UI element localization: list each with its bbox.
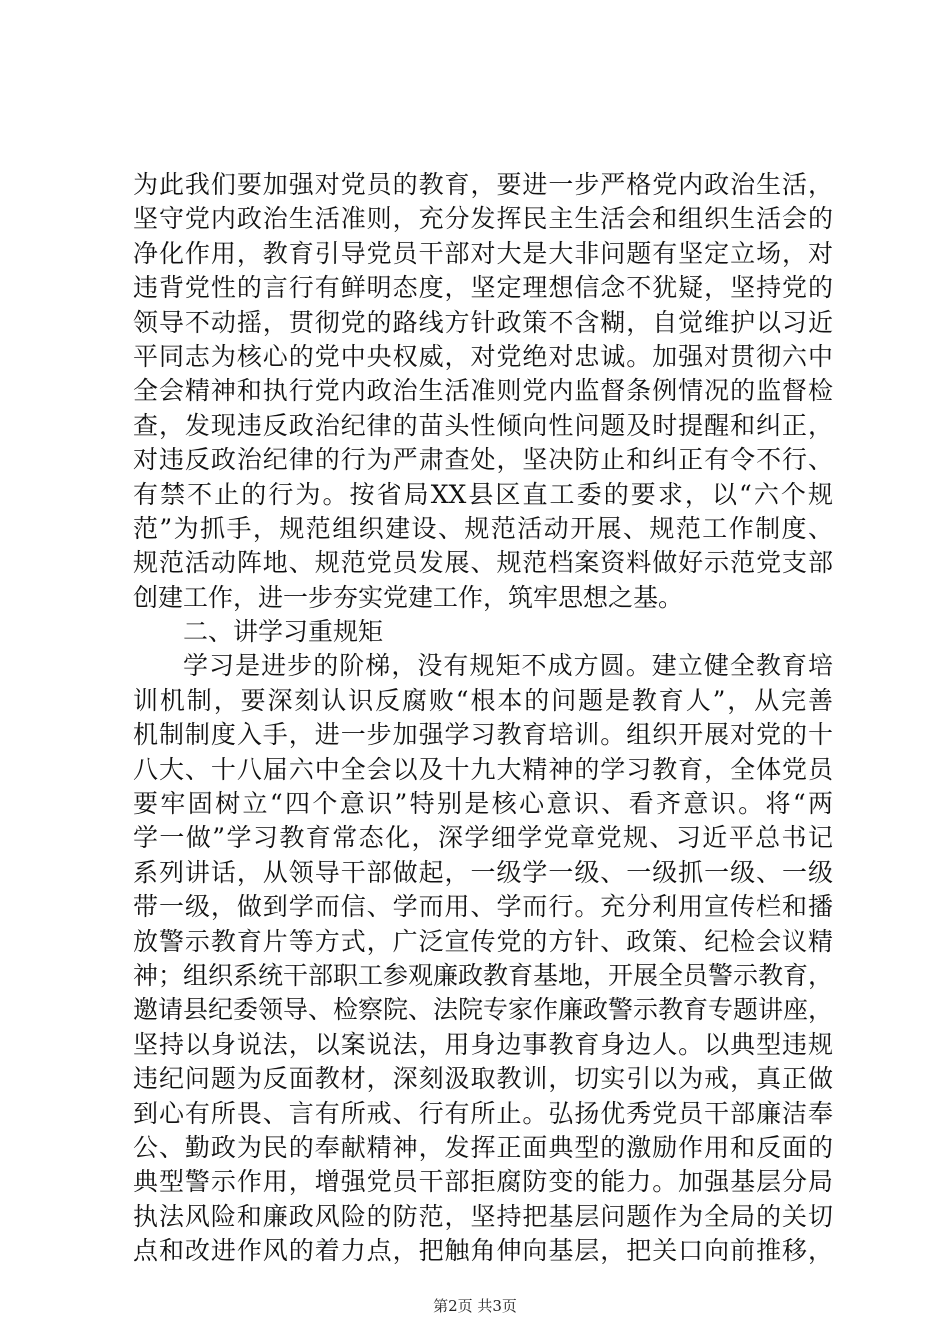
text-line: 要牢固树立“四个意识”特别是核心意识、看齐意识。将“两	[133, 789, 833, 819]
text-line: 公、勤政为民的奉献精神，发挥正面典型的激励作用和反面的	[133, 1132, 833, 1162]
text-line: 学一做”学习教育常态化，深学细学党章党规、习近平总书记	[133, 823, 833, 853]
text-line: 邀请县纪委领导、检察院、法院专家作廉政警示教育专题讲座，	[133, 995, 833, 1025]
text-line: 带一级，做到学而信、学而用、学而行。充分利用宣传栏和播	[133, 892, 833, 922]
text-line: 平同志为核心的党中央权威，对党绝对忠诚。加强对贯彻六中	[133, 341, 833, 371]
text-line: 坚持以身说法，以案说法，用身边事教育身边人。以典型违规	[133, 1029, 833, 1059]
text-line: 违纪问题为反面教材，深刻汲取教训，切实引以为戒，真正做	[133, 1064, 833, 1094]
document-body	[133, 168, 833, 1269]
text-line: 坚守党内政治生活准则，充分发挥民主生活会和组织生活会的	[133, 204, 833, 234]
text-line: 对违反政治纪律的行为严肃查处，坚决防止和纠正有令不行、	[133, 445, 833, 475]
page-number-footer: 第2页 共3页	[433, 1297, 517, 1315]
text-line: 训机制，要深刻认识反腐败“根本的问题是教育人”，从完善	[133, 685, 833, 715]
text-line: 八大、十八届六中全会以及十九大精神的学习教育，全体党员	[133, 754, 833, 784]
text-line: 机制制度入手，进一步加强学习教育培训。组织开展对党的十	[133, 720, 833, 750]
text-line: 查，发现违反政治纪律的苗头性倾向性问题及时提醒和纠正，	[133, 410, 833, 440]
text-line: 创建工作，进一步夯实党建工作，筑牢思想之基。	[133, 582, 684, 612]
text-line: 违背党性的言行有鲜明态度，坚定理想信念不犹疑，坚持党的	[133, 273, 833, 303]
section-heading: 二、讲学习重规矩	[183, 617, 384, 647]
text-line: 为此我们要加强对党员的教育，要进一步严格党内政治生活，	[133, 170, 833, 199]
paragraph-1	[133, 168, 833, 615]
text-line: 放警示教育片等方式，广泛宣传党的方针、政策、纪检会议精	[133, 926, 833, 956]
text-line: 执法风险和廉政风险的防范，坚持把基层问题作为全局的关切	[133, 1201, 833, 1231]
text-line: 系列讲话，从领导干部做起，一级学一级、一级抓一级、一级	[133, 857, 833, 887]
text-line: 规范活动阵地、规范党员发展、规范档案资料做好示范党支部	[133, 548, 833, 578]
text-line: 领导不动摇，贯彻党的路线方针政策不含糊，自觉维护以习近	[133, 307, 833, 337]
text-line: 净化作用，教育引导党员干部对大是大非问题有坚定立场，对	[133, 238, 833, 268]
text-line: 点和改进作风的着力点，把触角伸向基层，把关口向前推移，	[133, 1236, 833, 1266]
text-line: 神；组织系统干部职工参观廉政教育基地，开展全员警示教育，	[133, 960, 833, 990]
text-line: 学习是进步的阶梯，没有规矩不成方圆。建立健全教育培	[183, 651, 833, 681]
text-line: 到心有所畏、言有所戒、行有所止。弘扬优秀党员干部廉洁奉	[133, 1098, 833, 1128]
text-line: 全会精神和执行党内政治生活准则党内监督条例情况的监督检	[133, 376, 833, 406]
text-line: 典型警示作用，增强党员干部拒腐防变的能力。加强基层分局	[133, 1167, 833, 1197]
text-line: 范”为抓手，规范组织建设、规范活动开展、规范工作制度、	[133, 513, 833, 543]
paragraph-2	[133, 649, 833, 1268]
text-line: 有禁不止的行为。按省局XX县区直工委的要求，以“六个规	[133, 479, 833, 509]
